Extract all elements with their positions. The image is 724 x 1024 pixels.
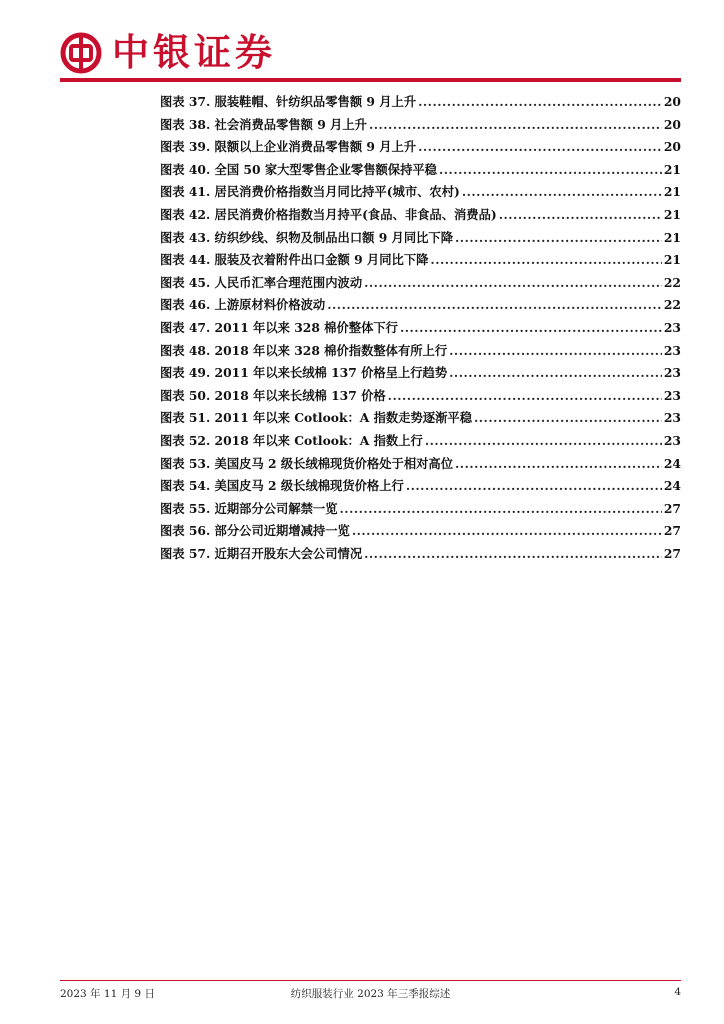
toc-entry-title: 图表 44. 服装及衣着附件出口金额 9 月同比下降 bbox=[160, 252, 429, 268]
toc-dot-leader bbox=[327, 297, 662, 312]
toc-entry[interactable] bbox=[160, 228, 681, 251]
toc-entry[interactable] bbox=[160, 182, 681, 205]
toc-entry-page: 23 bbox=[663, 432, 681, 448]
toc-entry-page: 20 bbox=[663, 94, 681, 109]
footer-date: 2023 年 11 月 9 日 bbox=[60, 988, 155, 1000]
toc-dot-leader bbox=[364, 546, 662, 561]
toc-entry-page: 20 bbox=[663, 116, 681, 132]
toc-entry[interactable] bbox=[160, 476, 681, 499]
toc-entry[interactable] bbox=[160, 521, 681, 544]
toc-entry[interactable] bbox=[160, 295, 681, 318]
toc-entry-page: 23 bbox=[663, 365, 681, 381]
toc-entry-title: 图表 39. 限额以上企业消费品零售额 9 月上升 bbox=[160, 139, 417, 155]
toc-dot-leader bbox=[364, 275, 662, 290]
page-header bbox=[60, 30, 680, 76]
toc-dot-leader bbox=[406, 478, 662, 493]
toc-entry[interactable] bbox=[160, 137, 681, 160]
toc-dot-leader bbox=[499, 207, 662, 222]
toc-entry-title: 图表 50. 2018 年以来长绒棉 137 价格 bbox=[160, 387, 386, 403]
toc-entry-page: 22 bbox=[663, 274, 681, 290]
toc-entry[interactable] bbox=[160, 363, 681, 386]
footer-report-title: 纺织服装行业 2023 年三季报综述 bbox=[290, 988, 451, 1000]
toc-entry[interactable] bbox=[160, 318, 681, 341]
toc-entry-title: 图表 55. 近期部分公司解禁一览 bbox=[160, 500, 338, 516]
toc-entry-page: 27 bbox=[663, 500, 681, 516]
toc-entry-title: 图表 40. 全国 50 家大型零售企业零售额保持平稳 bbox=[160, 161, 437, 177]
toc-entry[interactable] bbox=[160, 160, 681, 183]
toc-entry-title: 图表 46. 上游原材料价格波动 bbox=[160, 297, 326, 313]
toc-entry-page: 21 bbox=[663, 206, 681, 222]
toc-entry[interactable] bbox=[160, 454, 681, 477]
toc-entry-title: 图表 53. 美国皮马 2 级长绒棉现货价格处于相对高位 bbox=[160, 455, 454, 471]
toc-dot-leader bbox=[474, 410, 662, 425]
toc-entry-title: 图表 43. 纺织纱线、织物及制品出口额 9 月同比下降 bbox=[160, 229, 454, 245]
toc-entry-title: 图表 42. 居民消费价格指数当月持平(食品、非食品、消费品) bbox=[160, 206, 497, 222]
toc-entry[interactable] bbox=[160, 115, 681, 138]
toc-dot-leader bbox=[388, 388, 662, 403]
brand-name: 中银证券 bbox=[112, 30, 276, 74]
toc-entry[interactable] bbox=[160, 499, 681, 522]
toc-dot-leader bbox=[418, 94, 662, 109]
toc-dot-leader bbox=[449, 343, 662, 358]
footer-page-number: 4 bbox=[674, 986, 681, 998]
toc-entry-page: 23 bbox=[663, 410, 681, 426]
header-divider bbox=[60, 78, 681, 82]
toc-entry-title: 图表 52. 2018 年以来 Cotlook：A 指数上行 bbox=[160, 432, 423, 448]
table-of-figures bbox=[160, 92, 681, 566]
toc-entry-page: 21 bbox=[663, 161, 681, 177]
toc-entry[interactable] bbox=[160, 250, 681, 273]
toc-entry-page: 24 bbox=[663, 478, 681, 494]
page-footer bbox=[60, 986, 681, 1002]
toc-entry-title: 图表 47. 2011 年以来 328 棉价整体下行 bbox=[160, 319, 398, 335]
toc-entry-page: 24 bbox=[663, 455, 681, 471]
toc-entry[interactable] bbox=[160, 273, 681, 296]
toc-entry[interactable] bbox=[160, 92, 681, 115]
toc-entry-title: 图表 49. 2011 年以来长绒棉 137 价格呈上行趋势 bbox=[160, 365, 448, 381]
toc-entry-page: 21 bbox=[663, 252, 681, 268]
toc-entry-page: 23 bbox=[663, 342, 681, 358]
toc-entry-title: 图表 41. 居民消费价格指数当月同比持平(城市、农村) bbox=[160, 184, 460, 200]
toc-entry-page: 27 bbox=[663, 523, 681, 539]
toc-entry[interactable] bbox=[160, 408, 681, 431]
toc-entry-title: 图表 57. 近期召开股东大会公司情况 bbox=[160, 545, 363, 561]
toc-entry[interactable] bbox=[160, 431, 681, 454]
toc-dot-leader bbox=[430, 252, 661, 267]
toc-entry-title: 图表 45. 人民币汇率合理范围内波动 bbox=[160, 274, 363, 290]
toc-dot-leader bbox=[418, 139, 662, 154]
toc-entry-title: 图表 54. 美国皮马 2 级长绒棉现货价格上行 bbox=[160, 478, 404, 494]
toc-entry-title: 图表 56. 部分公司近期增减持一览 bbox=[160, 523, 350, 539]
toc-entry[interactable] bbox=[160, 341, 681, 364]
toc-dot-leader bbox=[352, 523, 662, 538]
toc-dot-leader bbox=[462, 184, 662, 199]
toc-dot-leader bbox=[455, 230, 662, 245]
toc-entry-page: 21 bbox=[663, 184, 681, 200]
bank-of-china-logo-icon bbox=[60, 32, 102, 74]
toc-entry-page: 23 bbox=[663, 319, 681, 335]
toc-entry-page: 27 bbox=[663, 545, 681, 561]
toc-entry-title: 图表 37. 服装鞋帽、针纺织品零售额 9 月上升 bbox=[160, 94, 417, 109]
toc-entry-title: 图表 48. 2018 年以来 328 棉价指数整体有所上行 bbox=[160, 342, 448, 358]
toc-dot-leader bbox=[340, 501, 662, 516]
toc-entry-title: 图表 38. 社会消费品零售额 9 月上升 bbox=[160, 116, 367, 132]
toc-entry-title: 图表 51. 2011 年以来 Cotlook：A 指数走势逐渐平稳 bbox=[160, 410, 472, 426]
toc-entry[interactable] bbox=[160, 386, 681, 409]
toc-entry-page: 23 bbox=[663, 387, 681, 403]
toc-entry-page: 20 bbox=[663, 139, 681, 155]
toc-dot-leader bbox=[439, 162, 662, 177]
toc-dot-leader bbox=[449, 365, 662, 380]
footer-divider bbox=[60, 980, 681, 981]
toc-dot-leader bbox=[369, 117, 662, 132]
toc-entry-page: 22 bbox=[663, 297, 681, 313]
toc-dot-leader bbox=[455, 456, 662, 471]
toc-entry[interactable] bbox=[160, 205, 681, 228]
toc-dot-leader bbox=[400, 320, 662, 335]
toc-entry-page: 21 bbox=[663, 229, 681, 245]
toc-entry[interactable] bbox=[160, 544, 681, 567]
toc-dot-leader bbox=[425, 433, 662, 448]
